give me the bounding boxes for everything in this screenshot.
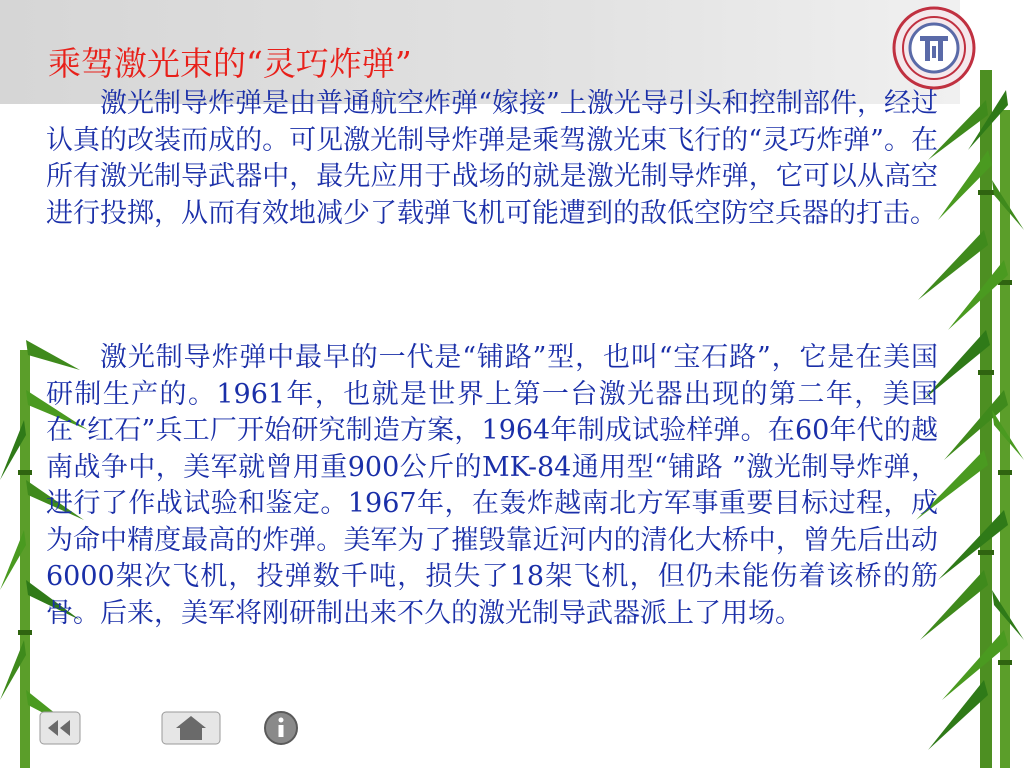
- slide-title: 乘驾激光束的“灵巧炸弹”: [48, 44, 412, 83]
- paragraph-2: 激光制导炸弹中最早的一代是“铺路”型，也叫“宝石路”，它是在美国研制生产的。1961年，也就是世界上第一台激光器出现的第二年，美国在“红石”兵工厂开始研究制造方案，1964年制成试验样弹。在60年代的越南战争中，美军就曾用重900公斤的MK-84通用型“铺路 ”激光制导炸弹，进行了作战试验和鉴定。1967年，在轰炸越南北方军事重要目标过程，成为命中精度最高的炸弹。美军为了摧毁靠近河内的清化大桥中，曾先后出动6000架次飞机，投弹数千吨，损失了18架飞机，但仍未能伤着该桥的筋骨。后来，美军将刚研制出来不久的激光制导武器派上了用场。: [46, 342, 938, 629]
- home-icon[interactable]: [160, 708, 222, 748]
- info-icon[interactable]: [258, 708, 304, 748]
- paragraph-1: 激光制导炸弹是由普通航空炸弹“嫁接”上激光导引头和控制部件，经过认真的改装而成的。可见激光制导炸弹是乘驾激光束飞行的“灵巧炸弹”。在所有激光制导武器中，最先应用于战场的就是激光制导炸弹，它可以从高空进行投掷，从而有效地减少了载弹飞机可能遭到的敌低空防空兵器的打击。: [46, 88, 938, 229]
- prev-slide-icon[interactable]: [38, 708, 82, 748]
